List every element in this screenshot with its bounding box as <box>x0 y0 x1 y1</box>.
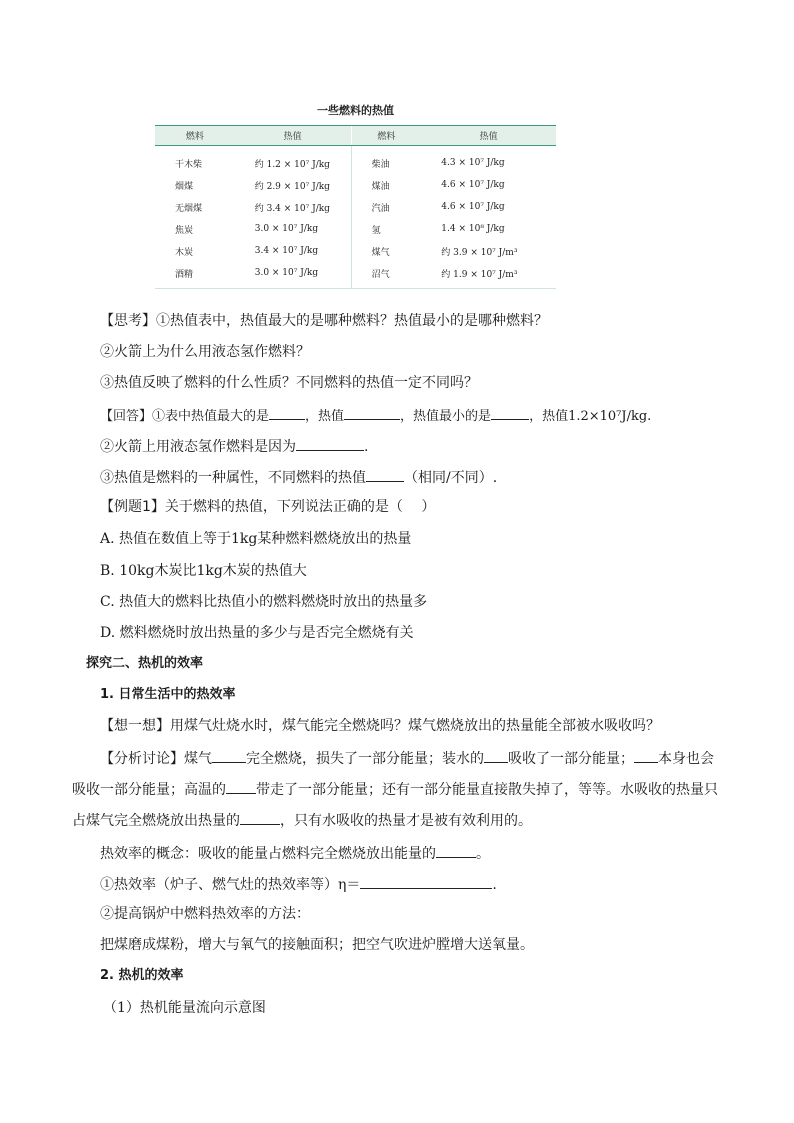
improve-method: 把煤磨成煤粉，增大与氧气的接触面积；把空气吹进炉膛增大送氧量。 <box>100 937 534 953</box>
heat-value: 4.6 × 10⁷ J/kg <box>441 202 505 212</box>
answer-text: ①表中热值最大的是 <box>152 409 270 424</box>
table-row <box>155 196 556 218</box>
fill-blank[interactable] <box>360 874 492 889</box>
fuel-name: 氢 <box>351 218 421 240</box>
heat-value: 约 3.4 × 10⁷ J/kg <box>254 203 330 214</box>
fuel-name: 汽油 <box>351 196 421 218</box>
fill-blank[interactable] <box>296 436 364 451</box>
answer-1 <box>100 405 651 426</box>
fuel-name: 煤油 <box>351 174 421 196</box>
answer-text: ③热值是燃料的一种属性，不同燃料的热值 <box>100 470 366 486</box>
concept-text: 。 <box>476 846 490 862</box>
heat-value: 1.4 × 10⁸ J/kg <box>441 224 505 234</box>
fill-blank[interactable] <box>344 405 400 420</box>
example-question <box>100 498 435 516</box>
discussion-text: 占煤气完全燃烧放出热量的 <box>72 813 240 829</box>
table-row <box>155 218 556 240</box>
discussion-line-2 <box>72 779 718 799</box>
section-title: 探究二、热机的效率 <box>86 656 204 671</box>
heat-value: 4.6 × 10⁷ J/kg <box>441 180 505 190</box>
answer-2 <box>100 436 368 456</box>
answer-text: ，热值1.2×10⁷J/kg. <box>529 409 652 424</box>
subsection-title: 1. 日常生活中的热效率 <box>100 687 236 702</box>
think-question-1 <box>100 312 548 330</box>
discussion-text: ，只有水吸收的热量才是被有效利用的。 <box>280 813 532 829</box>
discussion-line-3 <box>72 810 532 830</box>
discussion-text: 吸收一部分能量；高温的 <box>72 782 226 798</box>
subsection-title: 2. 热机的效率 <box>100 968 184 983</box>
discussion-text: 本身也会 <box>658 751 714 767</box>
think-question-3: ③热值反映了燃料的什么性质？不同燃料的热值一定不同吗？ <box>100 375 478 391</box>
heat-value: 约 2.9 × 10⁷ J/kg <box>254 181 330 192</box>
fill-blank[interactable] <box>240 810 280 825</box>
table-row <box>155 146 556 175</box>
option-b[interactable]: B. 10kg木炭比1kg木炭的热值大 <box>100 563 307 579</box>
heat-value: 约 1.2 × 10⁷ J/kg <box>254 159 330 170</box>
heat-value: 3.0 × 10⁷ J/kg <box>235 262 351 289</box>
formula-text: . <box>492 877 497 893</box>
discussion-text: 带走了一部分能量；还有一部分能量直接散失掉了，等等。水吸收的热量只 <box>256 782 718 798</box>
fill-blank[interactable] <box>634 748 658 763</box>
fuel-heat-value-table <box>155 125 556 289</box>
answer-text: ，热值 <box>305 409 345 424</box>
discussion-text: 吸收了一部分能量； <box>508 751 634 767</box>
answer-3 <box>100 467 497 487</box>
heat-value: 约 3.9 × 10⁷ J/m³ <box>441 247 518 258</box>
fill-blank[interactable] <box>491 405 529 420</box>
think-more-tag: 【想一想】 <box>100 718 170 734</box>
fill-blank[interactable] <box>436 843 476 858</box>
think-q1-text: ①热值表中，热值最大的是哪种燃料？热值最小的是哪种燃料？ <box>156 313 548 329</box>
think-more-text: 用煤气灶烧水时，煤气能完全燃烧吗？煤气燃烧放出的热量能全部被水吸收吗？ <box>170 718 660 734</box>
discussion-text: 煤气 <box>184 751 212 767</box>
header-heat-value: 热值 <box>235 126 351 146</box>
table-row <box>155 262 556 289</box>
fuel-name: 焦炭 <box>175 225 194 236</box>
fuel-name: 烟煤 <box>175 181 194 192</box>
formula-text: ①热效率（炉子、燃气灶的热效率等）η＝ <box>100 877 361 893</box>
diagram-caption: （1）热机能量流向示意图 <box>103 1000 266 1016</box>
answer-text: （相同/不同）. <box>404 470 498 486</box>
table-row <box>155 174 556 196</box>
table-title: 一些燃料的热值 <box>317 104 394 117</box>
table-row <box>155 240 556 262</box>
concept-text: 热效率的概念：吸收的能量占燃料完全燃烧放出能量的 <box>100 846 436 862</box>
heat-value: 约 1.9 × 10⁷ J/m³ <box>421 262 556 289</box>
fill-blank[interactable] <box>226 779 256 794</box>
answer-text: ②火箭上用液态氢作燃料是因为 <box>100 439 296 455</box>
answer-text: ，热值最小的是 <box>400 409 492 424</box>
fuel-name: 木炭 <box>175 247 194 258</box>
discussion-text: 完全燃烧，损失了一部分能量；装水的 <box>246 751 484 767</box>
think-tag: 【思考】 <box>100 313 156 329</box>
fill-blank[interactable] <box>484 748 508 763</box>
answer-tag: 【回答】 <box>100 409 153 424</box>
option-a[interactable]: A. 热值在数值上等于1kg某种燃料燃烧放出的热量 <box>100 531 412 547</box>
fuel-name: 干木柴 <box>175 159 203 170</box>
fuel-name: 柴油 <box>351 146 421 175</box>
fill-blank[interactable] <box>366 467 404 482</box>
fuel-name: 煤气 <box>351 240 421 262</box>
answer-text: . <box>364 439 369 455</box>
improve-heading: ②提高锅炉中燃料热效率的方法： <box>100 906 310 922</box>
think-more <box>100 717 660 735</box>
fill-blank[interactable] <box>269 405 305 420</box>
fuel-name: 酒精 <box>155 262 235 289</box>
efficiency-concept <box>100 843 490 863</box>
heat-value: 4.3 × 10⁷ J/kg <box>441 158 505 168</box>
header-fuel: 燃料 <box>155 126 235 146</box>
header-heat-value: 热值 <box>421 126 556 146</box>
option-c[interactable]: C. 热值大的燃料比热值小的燃料燃烧时放出的热量多 <box>100 594 428 610</box>
example-question-text: 关于燃料的热值，下列说法正确的是（ ） <box>164 499 436 515</box>
table-header-row <box>155 126 556 146</box>
heat-value: 3.0 × 10⁷ J/kg <box>254 224 319 234</box>
header-fuel: 燃料 <box>351 126 421 146</box>
think-question-2: ②火箭上为什么用液态氢作燃料？ <box>100 344 310 360</box>
discussion-tag: 【分析讨论】 <box>100 751 184 767</box>
discussion-line-1 <box>100 748 714 768</box>
heat-value: 3.4 × 10⁷ J/kg <box>254 246 319 256</box>
fuel-name: 沼气 <box>351 262 421 289</box>
example-tag: 【例题1】 <box>100 499 165 515</box>
efficiency-formula <box>100 874 497 894</box>
fill-blank[interactable] <box>212 748 246 763</box>
option-d[interactable]: D. 燃料燃烧时放出热量的多少与是否完全燃烧有关 <box>100 625 414 641</box>
fuel-name: 无烟煤 <box>175 203 203 214</box>
